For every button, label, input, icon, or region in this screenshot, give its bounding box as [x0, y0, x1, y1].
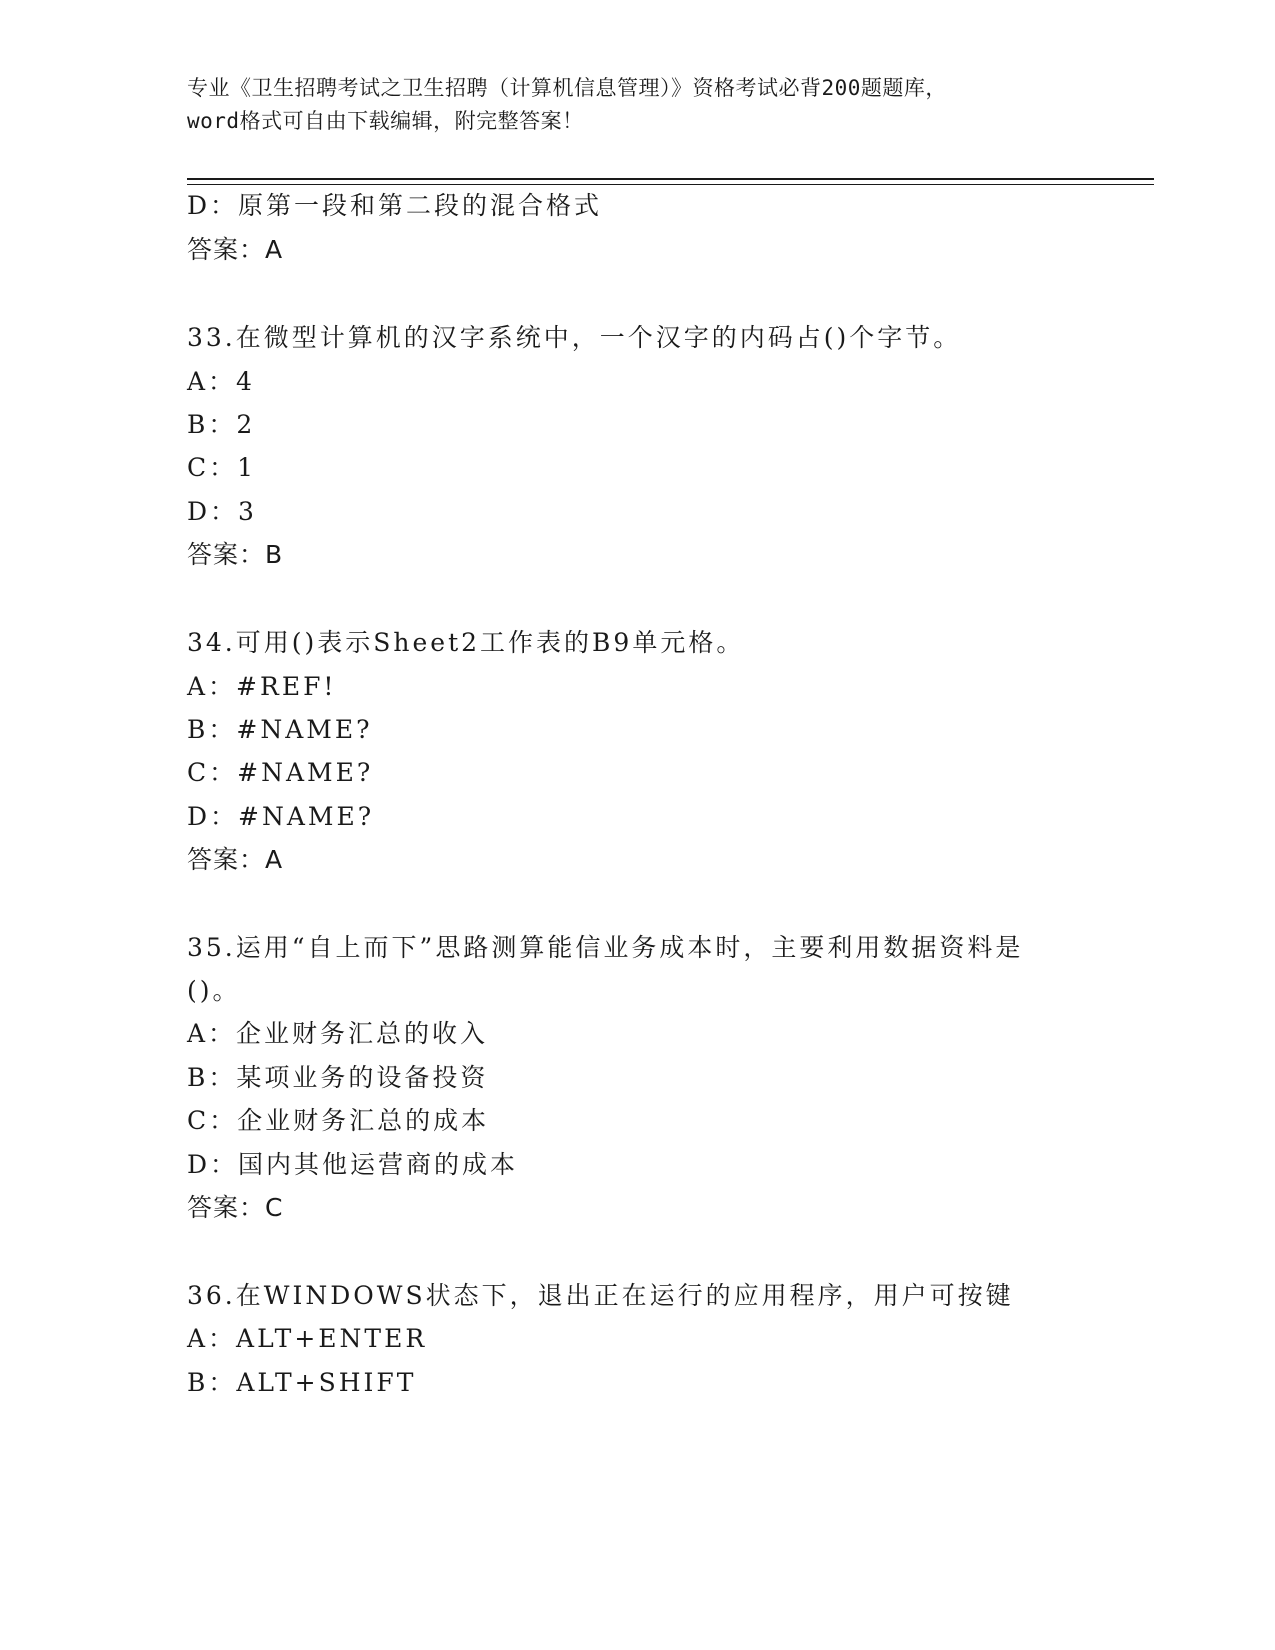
header-divider-thin: [187, 184, 1154, 185]
answer-label: 答案：B: [187, 540, 284, 569]
option-d: D：原第一段和第二段的混合格式: [187, 191, 603, 220]
answer-label: 答案：A: [187, 235, 284, 264]
option-d: D：国内其他运营商的成本: [187, 1150, 519, 1179]
option-b: B：#NAME?: [187, 715, 373, 744]
option-b: B：2: [187, 410, 256, 439]
option-b: B：某项业务的设备投资: [187, 1063, 489, 1092]
question-stem: 33.在微型计算机的汉字系统中，一个汉字的内码占()个字节。: [187, 323, 962, 352]
header-divider-thick: [187, 178, 1154, 180]
option-a: A：#REF!: [187, 672, 337, 701]
header-line-2: word格式可自由下载编辑，附完整答案！: [187, 109, 584, 133]
option-a: A：ALT+ENTER: [187, 1324, 428, 1353]
header-line-1: 专业《卫生招聘考试之卫生招聘（计算机信息管理）》资格考试必背200题题库，: [187, 76, 947, 100]
document-header: [187, 72, 1087, 138]
option-a: A：企业财务汇总的收入: [187, 1019, 489, 1048]
question-stem: 34.可用()表示Sheet2工作表的B9单元格。: [187, 628, 745, 657]
answer-label: 答案：A: [187, 845, 284, 874]
option-d: D：#NAME?: [187, 802, 375, 831]
question-stem: 36.在WINDOWS状态下，退出正在运行的应用程序，用户可按键: [187, 1281, 1014, 1310]
option-c: C：企业财务汇总的成本: [187, 1106, 490, 1135]
question-stem-continued: ()。: [187, 976, 241, 1005]
option-c: C：#NAME?: [187, 758, 374, 787]
option-b: B：ALT+SHIFT: [187, 1368, 417, 1397]
option-d: D：3: [187, 497, 257, 526]
answer-label: 答案：C: [187, 1193, 284, 1222]
question-stem: 35.运用“自上而下”思路测算能信业务成本时，主要利用数据资料是: [187, 933, 1024, 962]
option-a: A：4: [187, 367, 255, 396]
option-c: C：1: [187, 453, 257, 482]
